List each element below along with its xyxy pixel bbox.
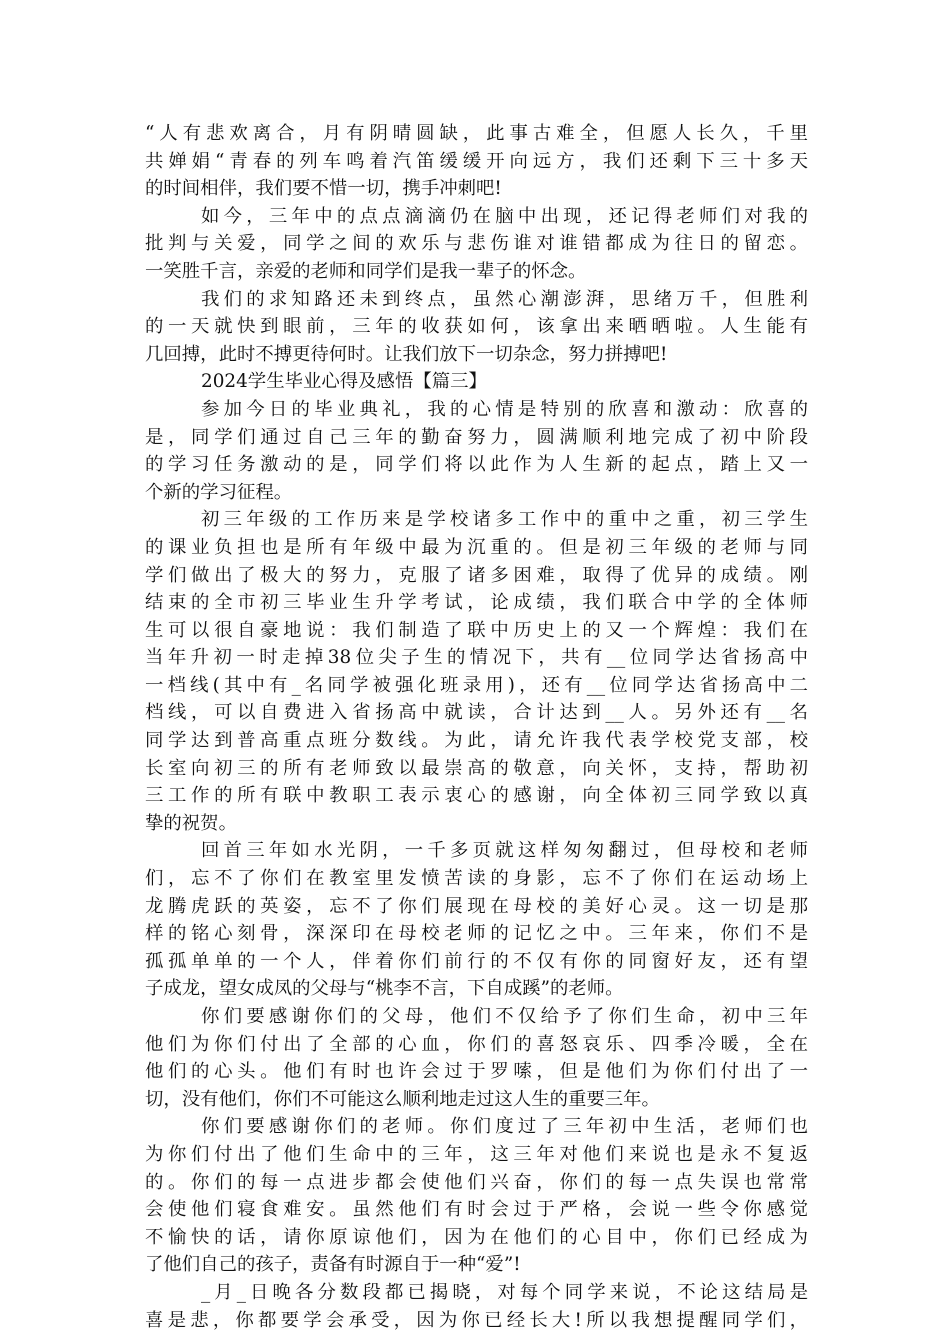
paragraph-first-line: 初三年级的工作历来是学校诸多工作中的重中之重，初三学生 <box>201 509 808 531</box>
text-line: 他们的心头。他们有时也许会过于罗嗦，但是他们为你们付出了一 <box>145 1061 808 1083</box>
paragraph-first-line: 回首三年如水光阴，一千多页就这样匆匆翻过，但母校和老师 <box>201 840 808 862</box>
text-line: 喜是悲，你都要学会承受，因为你已经长大!所以我想提醒同学们， <box>145 1309 808 1331</box>
paragraph-first-line: _月_日晚各分数段都已揭晓，对每个同学来说，不论这结局是 <box>201 1281 808 1303</box>
text-line: “人有悲欢离合，月有阴晴圆缺，此事古难全，但愿人长久，千里 <box>145 123 808 144</box>
text-line: 三工作的所有联中教职工表示衷心的感谢，向全体初三同学致以真 <box>145 785 808 807</box>
paragraph-last-line: 的时间相伴，我们要不惜一切，携手冲刺吧! <box>145 178 502 200</box>
text-line: 们，忘不了你们在教室里发愤苦读的身影，忘不了你们在运动场上 <box>145 868 808 890</box>
text-line: 同学达到普高重点班分数线。为此，请允许我代表学校党支部，校 <box>145 730 808 752</box>
text-line: 学们做出了极大的努力，克服了诸多困难，取得了优异的成绩。刚 <box>145 564 808 586</box>
paragraph-last-line: 子成龙，望女成凤的父母与“桃李不言，下自成蹊”的老师。 <box>145 978 624 1000</box>
text-line: 的学习任务激动的是，同学们将以此作为人生新的起点，踏上又一 <box>145 454 808 476</box>
text-line: 一档线(其中有_名同学被强化班录用)，还有__位同学达省扬高中二 <box>145 674 808 696</box>
paragraph-last-line: 切，没有他们，你们不可能这么顺利地走过这人生的重要三年。 <box>145 1088 660 1110</box>
text-line: 孤孤单单的一个人，伴着你们前行的不仅有你的同窗好友，还有望 <box>145 950 808 972</box>
paragraph-last-line: 了他们自己的孩子，责备有时源自于一种“爱”! <box>145 1254 521 1276</box>
text-line: 龙腾虎跃的英姿，忘不了你们展现在母校的美好心灵。这一切是那 <box>145 895 808 917</box>
text-line: 批判与关爱，同学之间的欢乐与悲伤谁对谁错都成为往日的留恋。 <box>145 233 808 255</box>
document-page <box>145 120 808 1334</box>
text-line: 他们为你们付出了全部的心血，你们的喜怒哀乐、四季冷暖，全在 <box>145 1033 808 1055</box>
text-line: 的课业负担也是所有年级中最为沉重的。但是初三年级的老师与同 <box>145 536 808 558</box>
paragraph-last-line: 挚的祝贺。 <box>145 812 237 834</box>
text-line: 的。你们的每一点进步都会使他们兴奋，你们的每一点失误也常常 <box>145 1171 808 1193</box>
text-line: 当年升初一时走掉38位尖子生的情况下，共有__位同学达省扬高中 <box>145 647 808 669</box>
paragraph-last-line: 个新的学习征程。 <box>145 481 293 503</box>
paragraph-first-line: 你们要感谢你们的老师。你们度过了三年初中生活，老师们也 <box>201 1116 808 1138</box>
text-line: 档线，可以自费进入省扬高中就读，合计达到__人。另外还有__名 <box>145 702 808 724</box>
text-line: 样的铭心刻骨，深深印在母校老师的记忆之中。三年来，你们不是 <box>145 923 808 945</box>
paragraph-first-line: 如今，三年中的点点滴滴仍在脑中出现，还记得老师们对我的 <box>201 205 808 227</box>
text-line: 不愉快的话，请你原谅他们，因为在他们的心目中，你们已经成为 <box>145 1226 808 1248</box>
text-line: 长室向初三的所有老师致以最崇高的敬意，向关怀，支持，帮助初 <box>145 757 808 779</box>
paragraph-first-line: 我们的求知路还未到终点，虽然心潮澎湃，思绪万千，但胜利 <box>201 288 808 310</box>
text-line: 共婵娟“青春的列车鸣着汽笛缓缓开向远方，我们还剩下三十多天 <box>145 150 808 172</box>
text-line: 为你们付出了他们生命中的三年，这三年对他们来说也是永不复返 <box>145 1143 808 1165</box>
paragraph-first-line: 你们要感谢你们的父母，他们不仅给予了你们生命，初中三年 <box>201 1006 808 1027</box>
text-line: 结束的全市初三毕业生升学考试，论成绩，我们联合中学的全体师 <box>145 592 808 614</box>
paragraph-last-line: 一笑胜千言，亲爱的老师和同学们是我一辈子的怀念。 <box>145 260 587 282</box>
paragraph-first-line: 参加今日的毕业典礼，我的心情是特别的欣喜和激动：欣喜的 <box>201 398 808 420</box>
text-line: 是，同学们通过自己三年的勤奋努力，圆满顺利地完成了初中阶段 <box>145 426 808 448</box>
text-line: 会使他们寝食难安。虽然他们有时会过于严格，会说一些令你感觉 <box>145 1199 808 1221</box>
section-heading: 2024学生毕业心得及感悟【篇三】 <box>201 371 487 393</box>
paragraph-last-line: 几回搏，此时不搏更待何时。让我们放下一切杂念，努力拼搏吧! <box>145 343 668 365</box>
text-line: 生可以很自豪地说：我们制造了联中历史上的又一个辉煌：我们在 <box>145 619 808 641</box>
text-line: 的一天就快到眼前，三年的收获如何，该拿出来晒晒啦。人生能有 <box>145 316 808 338</box>
